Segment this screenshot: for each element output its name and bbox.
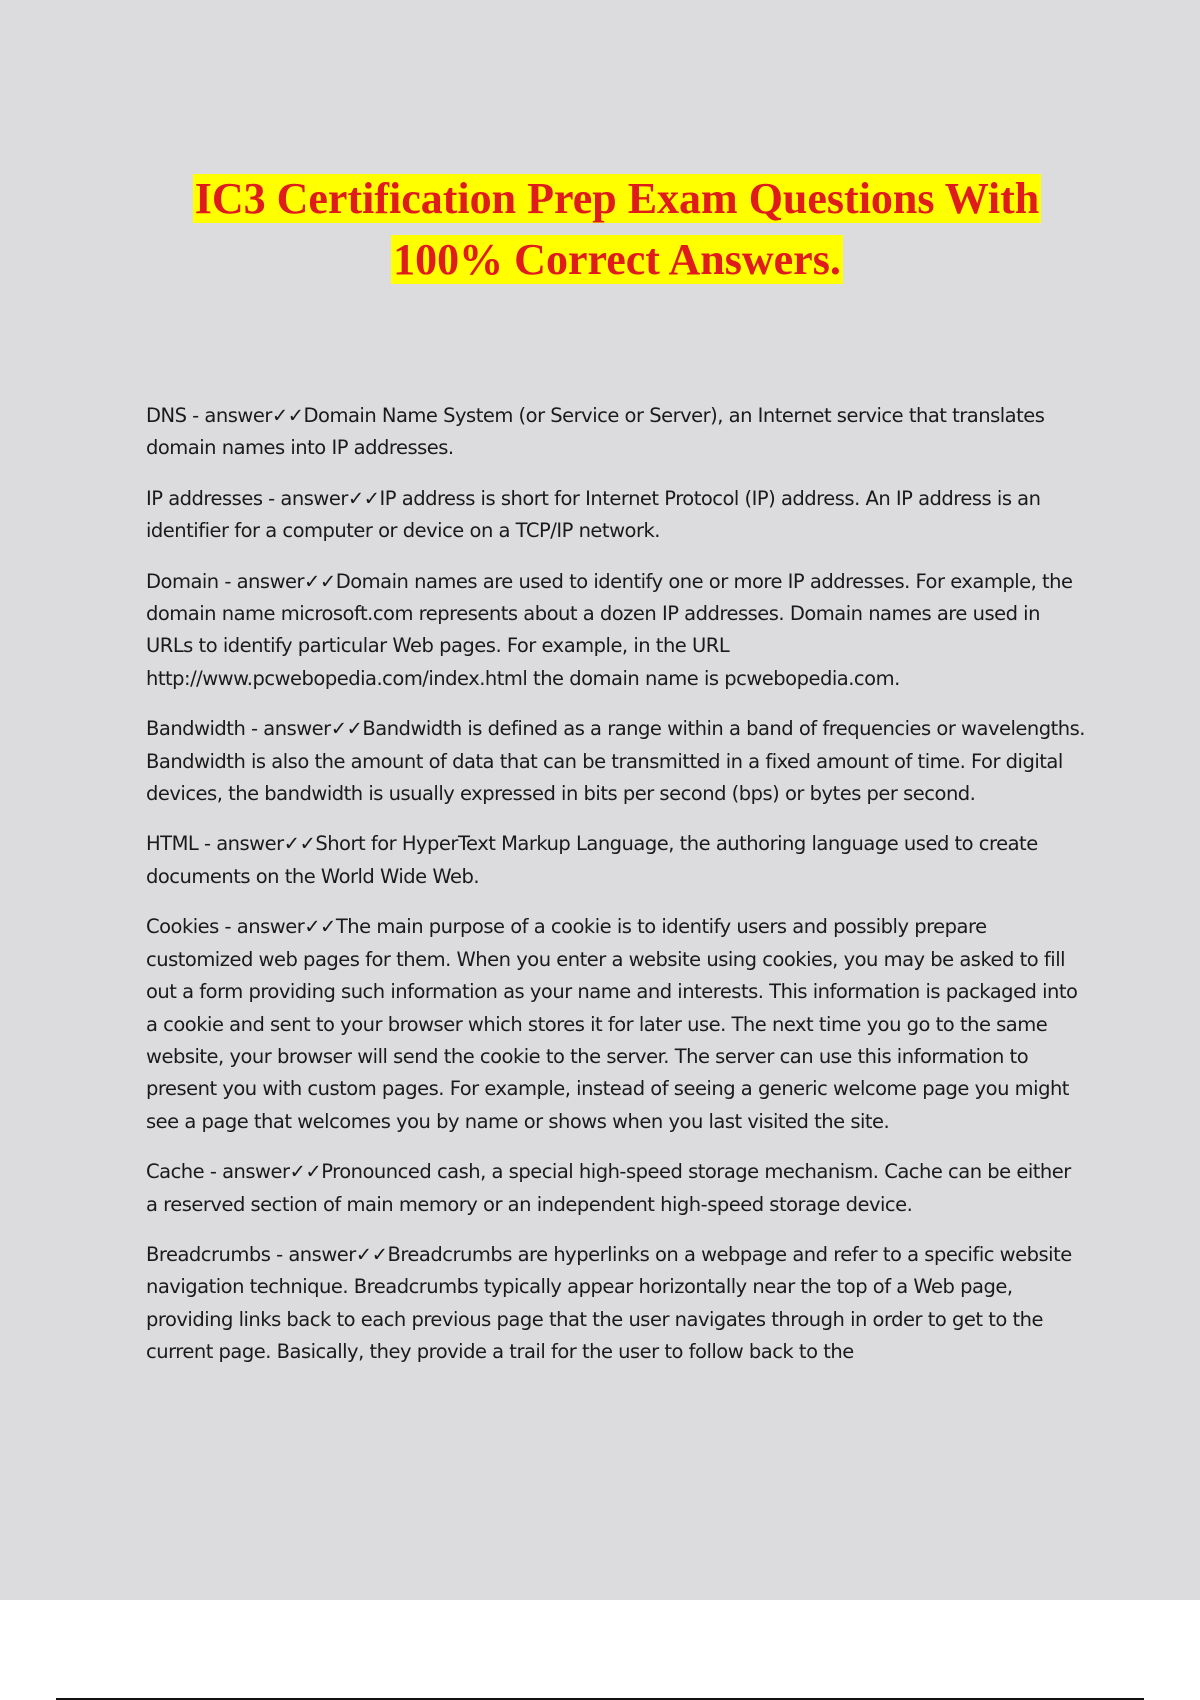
entry-separator: - answer✓✓ bbox=[218, 569, 336, 593]
entry-separator: - answer✓✓ bbox=[186, 404, 304, 427]
qa-entry-dns bbox=[146, 400, 1086, 465]
entry-separator: - answer✓✓ bbox=[262, 486, 380, 510]
entry-separator: - answer✓✓ bbox=[245, 717, 363, 741]
entry-term: Domain bbox=[146, 569, 219, 593]
entry-term: Cookies bbox=[146, 915, 219, 939]
entry-term: Bandwidth bbox=[146, 717, 246, 741]
entry-definition: Breadcrumbs are hyperlinks on a webpage and refer to a specific website navigation technique. Breadcrumbs typically appear horizontally near the top of a Web page, providing links back to each previous page that the user navigates through in order to get to the current page. Basically, they provide a trail for the user to follow back to the bbox=[146, 1242, 1072, 1364]
qa-list bbox=[146, 400, 1086, 1387]
qa-entry-html bbox=[146, 828, 1086, 893]
entry-term: IP addresses bbox=[146, 486, 263, 510]
entry-definition: The main purpose of a cookie is to identify users and possibly prepare customized web pages for them. When you enter a website using cookies, you may be asked to fill out a form providing such information as your name and interests. This information is packaged into a cookie and sent to your browser which stores it for later use. The next time you go to the same website, your browser will send the cookie to the server. The server can use this information to present you with custom pages. For example, instead of seeing a generic welcome page you might see a page that welcomes you by name or shows when you last visited the site. bbox=[146, 915, 1078, 1133]
entry-separator: - answer✓✓ bbox=[218, 915, 336, 939]
entry-definition: Domain Name System (or Service or Server), an Internet service that translates domain names into IP addresses. bbox=[146, 404, 1045, 460]
entry-definition: Pronounced cash, a special high-speed storage mechanism. Cache can be either a reserved section of main memory or an independent high-speed storage device. bbox=[146, 1160, 1071, 1216]
entry-separator: - answer✓✓ bbox=[270, 1242, 388, 1266]
qa-entry-domain bbox=[146, 566, 1086, 696]
title-line-2: 100% Correct Answers. bbox=[393, 235, 841, 284]
entry-definition: Bandwidth is defined as a range within a band of frequencies or wavelengths. Bandwidth is also the amount of data that can be transmitted in a fixed amount of time. For digital devices, the bandwidth is usually expressed in bits per second (bps) or bytes per second. bbox=[146, 717, 1085, 806]
entry-term: Cache bbox=[146, 1160, 205, 1184]
qa-entry-cache bbox=[146, 1156, 1086, 1221]
entry-definition: IP address is short for Internet Protocol (IP) address. An IP address is an identifier for a computer or device on a TCP/IP network. bbox=[146, 486, 1041, 543]
entry-definition: Short for HyperText Markup Language, the authoring language used to create documents on the World Wide Web. bbox=[146, 832, 1038, 888]
qa-entry-bandwidth bbox=[146, 713, 1086, 810]
qa-entry-ip-addresses bbox=[146, 483, 1086, 548]
entry-separator: - answer✓✓ bbox=[198, 832, 316, 856]
title-line-1: IC3 Certification Prep Exam Questions With bbox=[194, 174, 1040, 223]
qa-entry-cookies bbox=[146, 911, 1086, 1138]
entry-term: DNS bbox=[146, 404, 187, 427]
document-title bbox=[100, 168, 1134, 290]
entry-term: Breadcrumbs bbox=[146, 1242, 271, 1266]
entry-definition: Domain names are used to identify one or more IP addresses. For example, the domain name microsoft.com represents about a dozen IP addresses. Domain names are used in URLs to identify particular Web pages. For example, in the URL http://www.pcwebopedia.com/index.html the domain name is pcwebopedia.com. bbox=[146, 569, 1073, 690]
entry-term: HTML bbox=[146, 832, 199, 856]
entry-separator: - answer✓✓ bbox=[204, 1160, 322, 1184]
qa-entry-breadcrumbs bbox=[146, 1239, 1086, 1369]
